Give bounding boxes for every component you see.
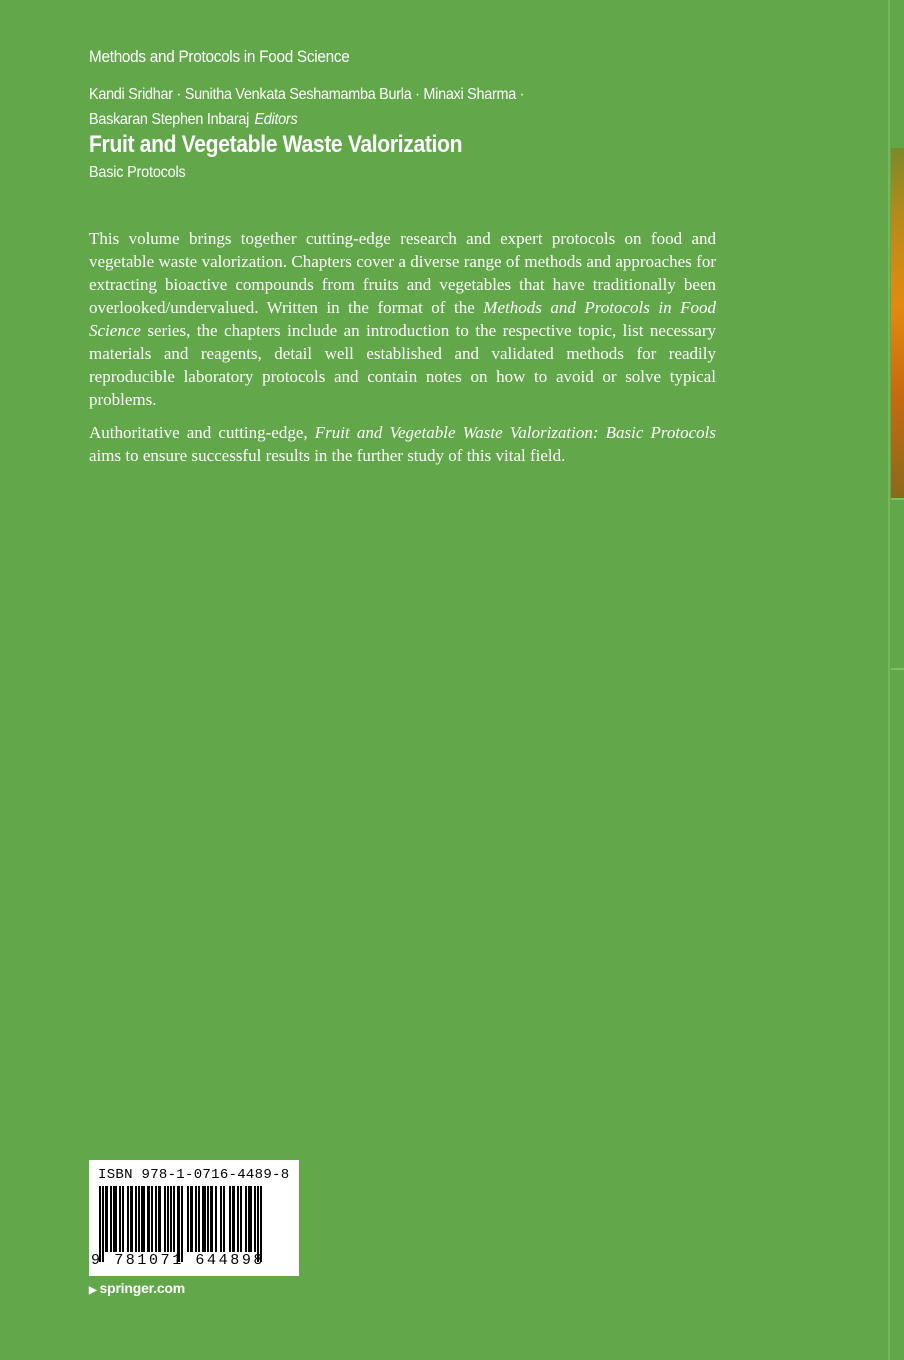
authors-line-2: Baskaran Stephen Inbaraj Editors: [89, 111, 298, 128]
isbn-barcode: [89, 1160, 299, 1276]
book-description: [89, 227, 716, 477]
description-paragraph-2: Authoritative and cutting-edge, Fruit and Vegetable Waste Valorization: Basic Protocols aims to ensure successful results in the further study of this vital field.: [89, 423, 716, 465]
isbn-label: ISBN 978-1-0716-4489-8: [98, 1167, 290, 1183]
spine-divider: [891, 498, 904, 500]
book-title: Fruit and Vegetable Waste Valorization: [89, 131, 463, 158]
authors-line-1: Kandi Sridhar · Sunitha Venkata Seshamamba Burla · Minaxi Sharma ·: [89, 86, 525, 103]
isbn-digits: 9 781071 644898: [91, 1252, 266, 1269]
spine-divider: [891, 668, 904, 670]
barcode-bars: [99, 1186, 289, 1262]
spine-cover-image: [891, 148, 904, 498]
description-paragraph-1: This volume brings together cutting-edge research and expert protocols on food and vegetable waste valorization. Chapters cover a diverse range of methods and approaches for extracting bioactive compounds from fruits and vegetables that have traditionally been overlooked/undervalued. Written in the format of the Methods and Protocols in Food Science series, the chapters include an introduction to the respective topic, list necessary materials and reagents, detail well established and validated methods for readily reproducible laboratory protocols and contain notes on how to avoid or solve typical problems.: [89, 229, 716, 409]
series-title: Methods and Protocols in Food Science: [89, 47, 350, 66]
publisher-link[interactable]: [89, 1280, 185, 1296]
book-subtitle: Basic Protocols: [89, 164, 186, 181]
editors-role: Editors: [254, 111, 298, 128]
arrow-icon: ▶: [89, 1285, 97, 1296]
publisher-url: springer.com: [99, 1280, 186, 1296]
editors-list: [89, 82, 557, 132]
